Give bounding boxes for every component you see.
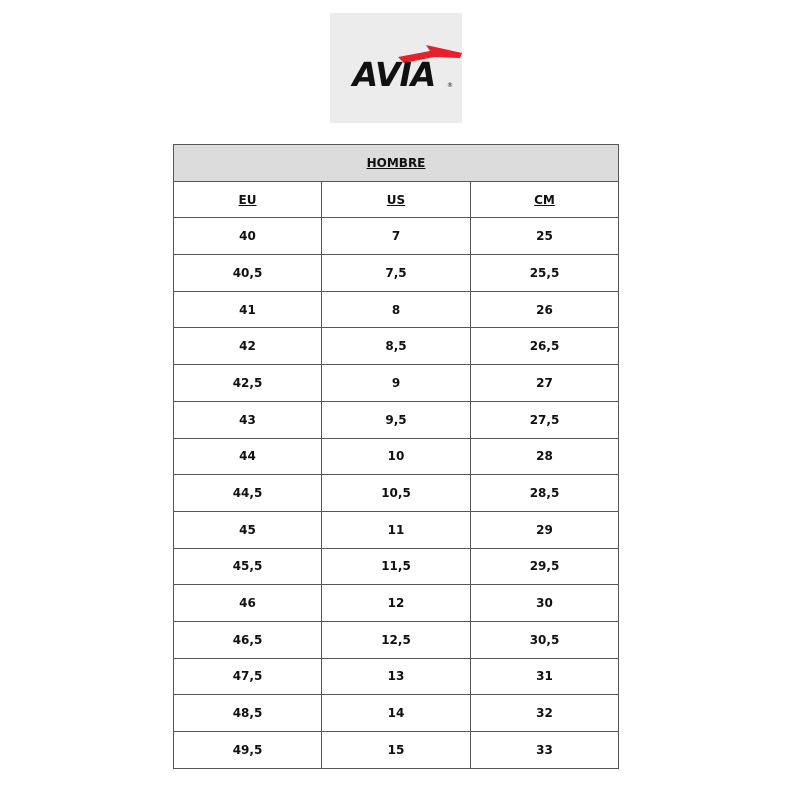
- cell-cm: 29: [471, 511, 619, 548]
- table-row: [174, 732, 619, 769]
- cell-cm: 26: [471, 291, 619, 328]
- table-title: HOMBRE: [174, 145, 619, 182]
- cell-us: 12: [322, 585, 471, 622]
- cell-eu: 40,5: [174, 255, 322, 292]
- cell-us: 13: [322, 658, 471, 695]
- logo-registered-mark: ®: [447, 82, 453, 89]
- cell-us: 11: [322, 511, 471, 548]
- cell-cm: 28,5: [471, 475, 619, 512]
- cell-us: 15: [322, 732, 471, 769]
- cell-eu: 46,5: [174, 621, 322, 658]
- cell-cm: 26,5: [471, 328, 619, 365]
- table-title-row: [174, 145, 619, 182]
- cell-cm: 25: [471, 218, 619, 255]
- cell-us: 8,5: [322, 328, 471, 365]
- cell-cm: 27: [471, 365, 619, 402]
- cell-cm: 27,5: [471, 401, 619, 438]
- table-row: [174, 218, 619, 255]
- avia-logo-icon: [330, 13, 462, 123]
- cell-us: 10: [322, 438, 471, 475]
- cell-us: 7: [322, 218, 471, 255]
- cell-cm: 30: [471, 585, 619, 622]
- column-header-cm: CM: [471, 181, 619, 218]
- table-row: [174, 401, 619, 438]
- logo-wordmark: AVIA: [352, 55, 436, 94]
- cell-us: 9: [322, 365, 471, 402]
- table-header-row: [174, 181, 619, 218]
- cell-cm: 31: [471, 658, 619, 695]
- cell-eu: 49,5: [174, 732, 322, 769]
- cell-cm: 33: [471, 732, 619, 769]
- brand-logo: [330, 13, 462, 123]
- cell-eu: 42: [174, 328, 322, 365]
- size-chart-table: [173, 144, 619, 769]
- table-row: [174, 548, 619, 585]
- table-row: [174, 511, 619, 548]
- cell-eu: 41: [174, 291, 322, 328]
- cell-cm: 25,5: [471, 255, 619, 292]
- table-row: [174, 365, 619, 402]
- table-row: [174, 695, 619, 732]
- cell-us: 10,5: [322, 475, 471, 512]
- cell-eu: 43: [174, 401, 322, 438]
- table-row: [174, 328, 619, 365]
- cell-eu: 47,5: [174, 658, 322, 695]
- cell-eu: 46: [174, 585, 322, 622]
- cell-us: 9,5: [322, 401, 471, 438]
- cell-eu: 42,5: [174, 365, 322, 402]
- table-row: [174, 475, 619, 512]
- cell-us: 12,5: [322, 621, 471, 658]
- cell-eu: 45: [174, 511, 322, 548]
- table-row: [174, 585, 619, 622]
- table-body: [174, 218, 619, 768]
- cell-cm: 30,5: [471, 621, 619, 658]
- cell-us: 11,5: [322, 548, 471, 585]
- cell-us: 7,5: [322, 255, 471, 292]
- column-header-eu: EU: [174, 181, 322, 218]
- cell-cm: 32: [471, 695, 619, 732]
- table-row: [174, 291, 619, 328]
- cell-us: 8: [322, 291, 471, 328]
- table-row: [174, 438, 619, 475]
- cell-us: 14: [322, 695, 471, 732]
- cell-eu: 45,5: [174, 548, 322, 585]
- cell-cm: 28: [471, 438, 619, 475]
- cell-cm: 29,5: [471, 548, 619, 585]
- cell-eu: 48,5: [174, 695, 322, 732]
- table-row: [174, 255, 619, 292]
- table-row: [174, 621, 619, 658]
- cell-eu: 40: [174, 218, 322, 255]
- column-header-us: US: [322, 181, 471, 218]
- cell-eu: 44: [174, 438, 322, 475]
- cell-eu: 44,5: [174, 475, 322, 512]
- table-row: [174, 658, 619, 695]
